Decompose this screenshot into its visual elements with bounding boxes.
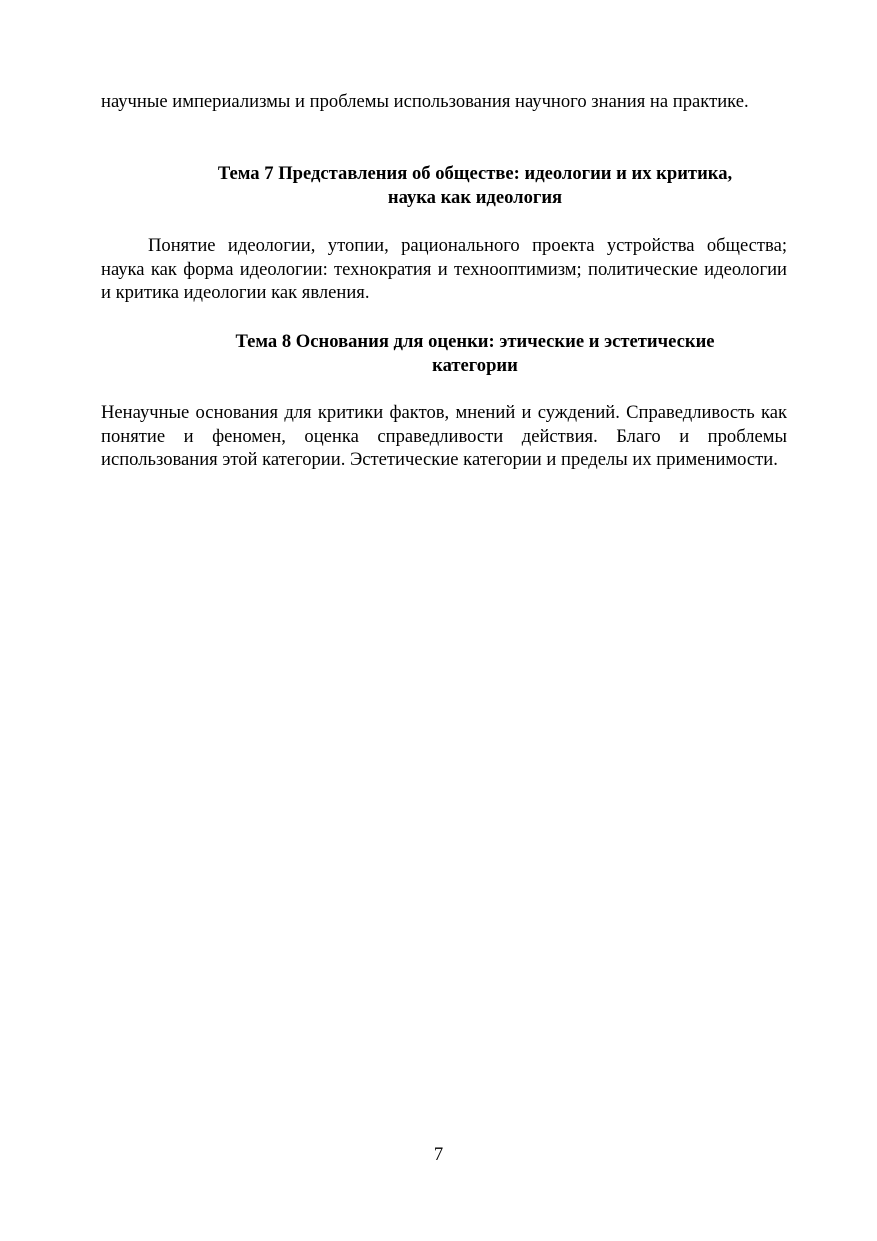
page-number: 7 (433, 1144, 444, 1165)
intro-paragraph: научные империализмы и проблемы использования научного знания на практике. (101, 91, 749, 112)
topic-7-title-line-2: наука как идеология (387, 186, 563, 208)
topic-7-title-line-1: Тема 7 Представления об обществе: идеологии и их критика, (217, 163, 733, 184)
topic-8-title-line-2: категории (432, 354, 518, 376)
topic-7-heading (101, 162, 787, 209)
topic-8-heading (101, 330, 787, 377)
topic-8-body: Ненаучные основания для критики фактов, мнений и суждений. Справедливость как понятие и феномен, оценка справедливости действия. Благо и проблемы использования этой категории. Эстетические категории и пределы их применимости. (101, 402, 787, 470)
topic-8-title-line-1: Тема 8 Основания для оценки: этические и эстетические (235, 331, 715, 352)
topic-7-body: Понятие идеологии, утопии, рационального проекта устройства общества; наука как форма идеологии: технократия и технооптимизм; политические идеологии и критика идеологии как явления. (101, 235, 787, 303)
